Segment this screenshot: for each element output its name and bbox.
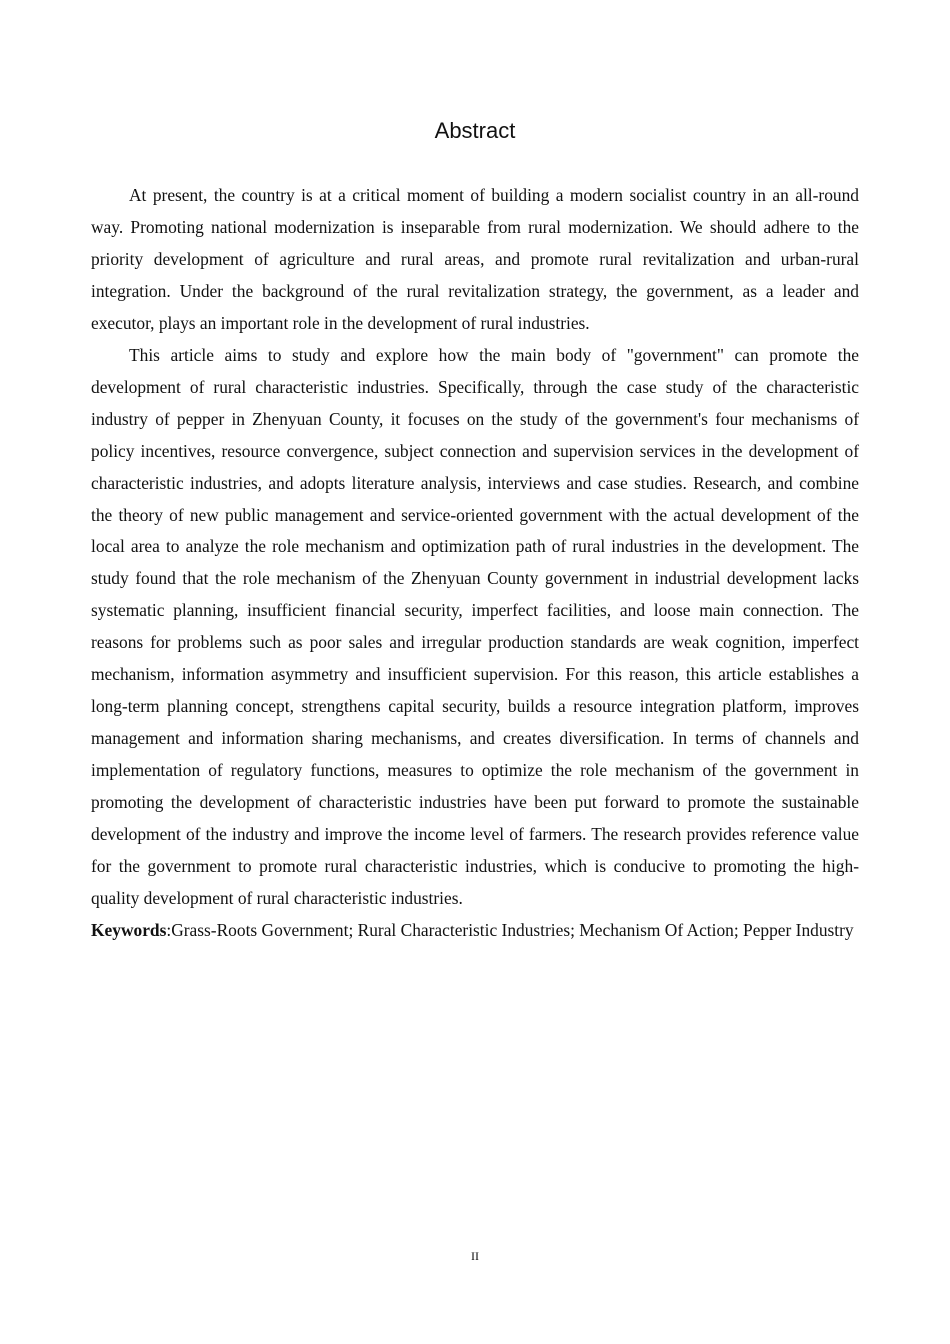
abstract-paragraph-1: At present, the country is at a critical moment of building a modern socialist country in an all-round way. Promoting national modernization is inseparable from rural modernization. We should adhere to the priority development of agriculture and rural areas, and promote rural revitalization and urban-rural integration. Under the background of the rural revitalization strategy, the government, as a leader and executor, plays an important role in the development of rural industries. [91,185,859,333]
page-number: II [471,1249,479,1263]
keywords-text: :Grass-Roots Government; Rural Characteristic Industries; Mechanism Of Action; Pepper Industry [166,919,854,940]
abstract-body [91,180,859,947]
abstract-title: Abstract [434,118,516,143]
abstract-paragraph-2: This article aims to study and explore how the main body of "government" can promote the development of rural characteristic industries. Specifically, through the case study of the characteristic industry of pepper in Zhenyuan County, it focuses on the study of the government's four mechanisms of policy incentives, resource convergence, subject connection and supervision services in the development of characteristic industries, and adopts literature analysis, interviews and case studies. Research, and combine the theory of new public management and service-oriented government with the actual development of the local area to analyze the role mechanism and optimization path of rural industries in the development. The study found that the role mechanism of the Zhenyuan County government in industrial development lacks systematic planning, insufficient financial security, imperfect facilities, and loose main connection. The reasons for problems such as poor sales and irregular production standards are weak cognition, imperfect mechanism, information asymmetry and insufficient supervision. For this reason, this article establishes a long-term planning concept, strengthens capital security, builds a resource integration platform, improves management and information sharing mechanisms, and creates diversification. In terms of channels and implementation of regulatory functions, measures to optimize the role mechanism of the government in promoting the development of characteristic industries have been put forward to promote the sustainable development of the industry and improve the income level of farmers. The research provides reference value for the government to promote rural characteristic industries, which is conducive to promoting the high-quality development of rural characteristic industries. [91,344,859,908]
keywords-label: Keywords [91,919,167,940]
keywords-line [91,915,859,947]
